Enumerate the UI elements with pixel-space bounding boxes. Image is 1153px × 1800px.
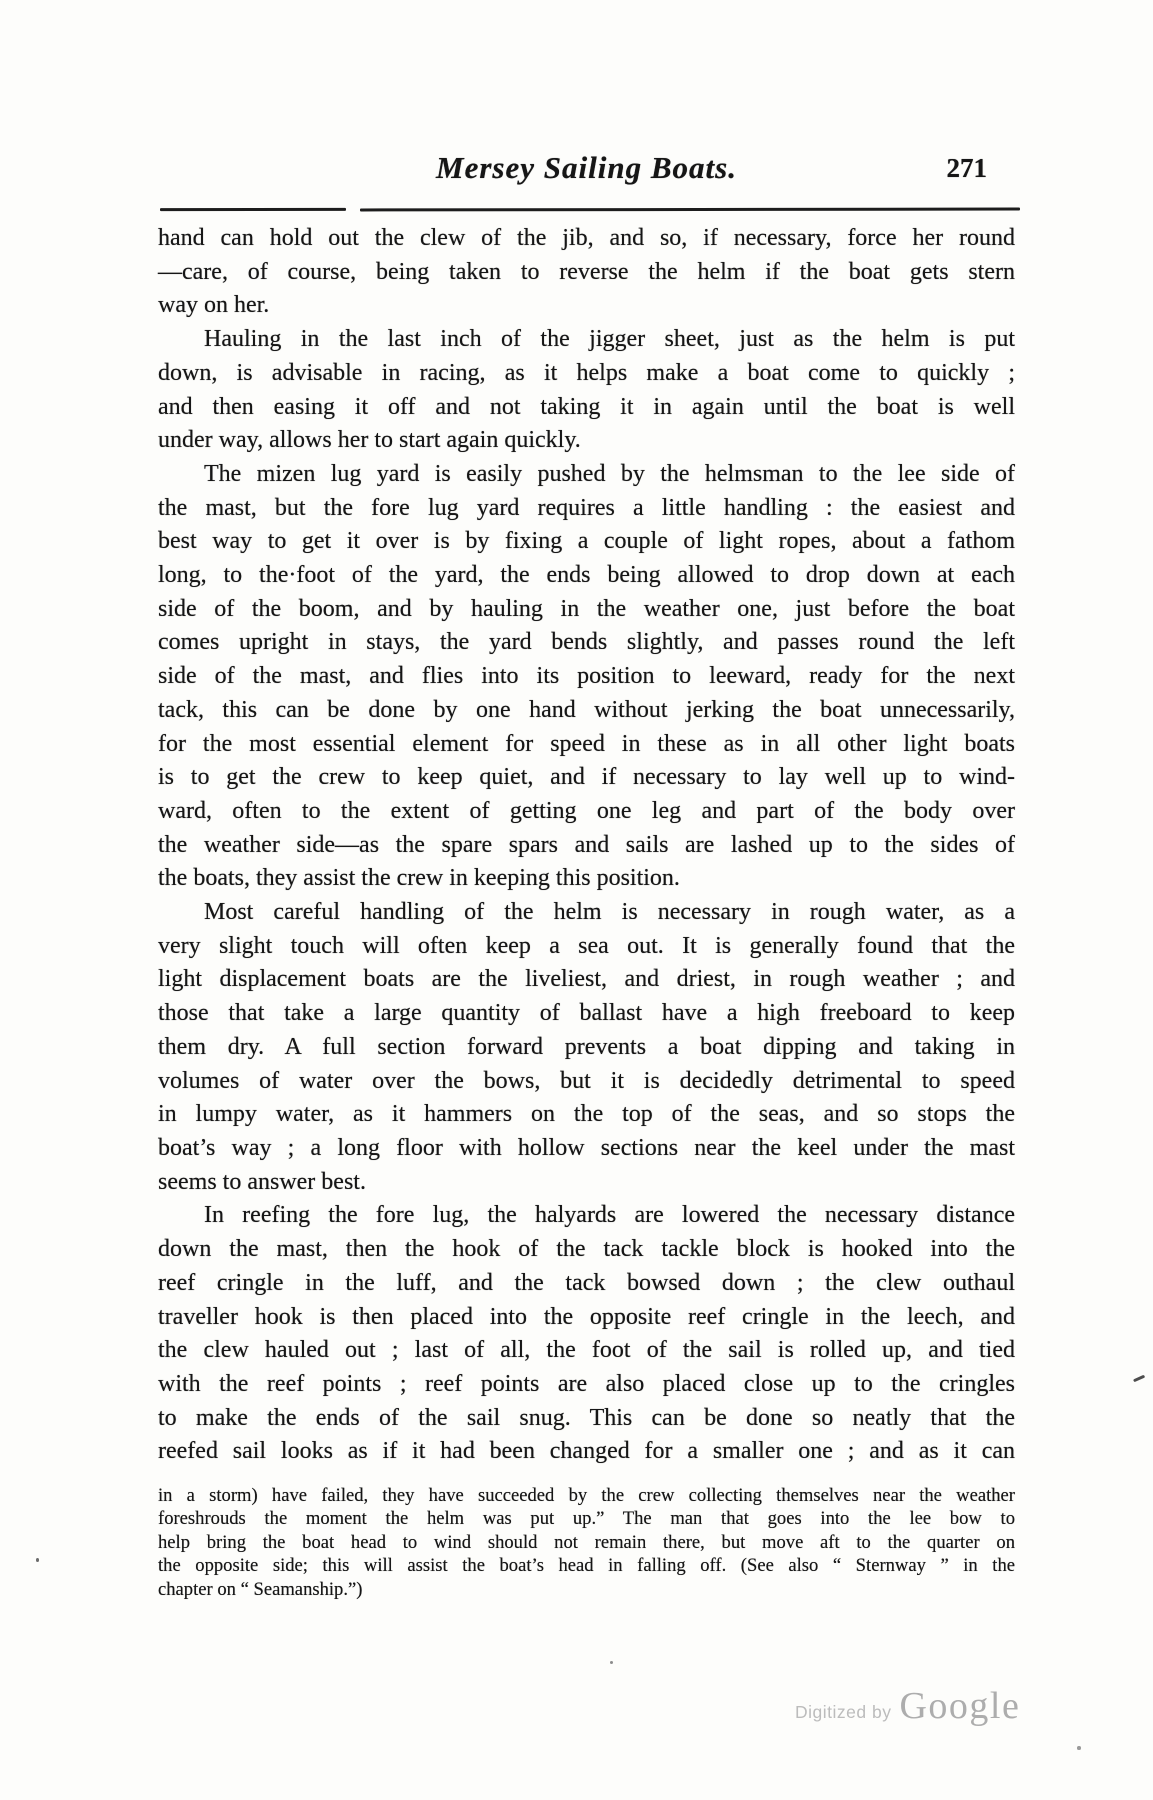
body-text-line: side of the mast, and flies into its position to leeward, ready for the next [158, 663, 1015, 690]
watermark-prefix: Digitized by [795, 1702, 892, 1722]
body-text-line: best way to get it over is by fixing a couple of light ropes, about a fathom [158, 528, 1015, 555]
body-text-line: down the mast, then the hook of the tack tackle block is hooked into the [158, 1236, 1015, 1263]
paragraph [158, 1199, 1015, 1469]
body-text-line: the weather side—as the spare spars and sails are lashed up to the sides of [158, 831, 1015, 858]
body-text-line: to make the ends of the sail snug. This can be done so neatly that the [158, 1404, 1015, 1431]
body-text-line: seems to answer best. [158, 1168, 366, 1195]
body-text-line: Hauling in the last inch of the jigger sheet, just as the helm is put [204, 326, 1015, 353]
body-text-line: those that take a large quantity of ballast have a high freeboard to keep [158, 1000, 1015, 1027]
body-text-line: reef cringle in the luff, and the tack bowsed down ; the clew outhaul [158, 1269, 1015, 1296]
body-text-line: the mast, but the fore lug yard requires a little handling : the easiest and [158, 494, 1015, 521]
scan-artifact-mark [1133, 1375, 1145, 1382]
body-text-line: for the most essential element for speed in these as in all other light boats [158, 730, 1015, 757]
header-rule-segment [360, 208, 1020, 212]
ink-speck [610, 1661, 613, 1664]
body-text-line: ward, often to the extent of getting one leg and part of the body over [158, 797, 1015, 824]
running-title: Mersey Sailing Boats. [436, 150, 737, 185]
body-text-line: and then easing it off and not taking it in again until the boat is well [158, 393, 1015, 420]
body-text-line: The mizen lug yard is easily pushed by the helmsman to the lee side of [204, 460, 1015, 487]
paragraph [158, 323, 1015, 458]
body-text-line: the clew hauled out ; last of all, the foot of the sail is rolled up, and tied [158, 1337, 1015, 1364]
body-text-line: is to get the crew to keep quiet, and if necessary to lay well up to wind- [158, 764, 1015, 791]
body-text-line: traveller hook is then placed into the opposite reef cringle in the leech, and [158, 1303, 1015, 1330]
body-text-line: —care, of course, being taken to reverse the helm if the boat gets stern [158, 258, 1015, 285]
page-number: 271 [946, 153, 987, 183]
body-text-line: long, to the·foot of the yard, the ends being allowed to drop down at each [158, 562, 1015, 589]
paragraph [158, 896, 1015, 1199]
body-text-line: Most careful handling of the helm is necessary in rough water, as a [204, 899, 1015, 926]
footnote-line: the opposite side; this will assist the boat’s head in falling off. (See also “ Sternway ” in the [158, 1555, 1015, 1577]
body-text-line: down, is advisable in racing, as it helps make a boat come to quickly ; [158, 359, 1015, 386]
footnote-line: help bring the boat head to wind should not remain there, but move aft to the quarter on [158, 1531, 1015, 1553]
page-header [158, 150, 1015, 202]
body-text-line: In reefing the fore lug, the halyards are lowered the necessary distance [204, 1202, 1015, 1229]
body-text-line: them dry. A full section forward prevents a boat dipping and taking in [158, 1033, 1015, 1060]
body-text-line: under way, allows her to start again quickly. [158, 427, 581, 454]
header-rule [160, 208, 1020, 211]
body-text-line: reefed sail looks as if it had been changed for a smaller one ; and as it can [158, 1438, 1015, 1465]
body-text-line: comes upright in stays, the yard bends slightly, and passes round the left [158, 629, 1015, 656]
body-text-line: the boats, they assist the crew in keeping this position. [158, 865, 680, 892]
paragraph [158, 458, 1015, 896]
body-text-line: boat’s way ; a long floor with hollow sections near the keel under the mast [158, 1134, 1015, 1161]
ink-speck [1077, 1746, 1081, 1750]
footnote-line: in a storm) have failed, they have succeeded by the crew collecting themselves near the weather [158, 1485, 1015, 1506]
body-text [158, 222, 1015, 1469]
body-text-line: tack, this can be done by one hand without jerking the boat unnecessarily, [158, 696, 1015, 723]
footnote [158, 1484, 1015, 1601]
footnote-line: foreshrouds the moment the helm was put up.” The man that goes into the lee bow to [158, 1508, 1015, 1530]
paragraph [158, 222, 1015, 323]
watermark [795, 1684, 1020, 1728]
body-text-line: way on her. [158, 292, 270, 319]
body-text-line: in lumpy water, as it hammers on the top of the seas, and so stops the [158, 1101, 1015, 1128]
google-logo: Google [899, 1685, 1021, 1727]
body-text-line: with the reef points ; reef points are also placed close up to the cringles [158, 1370, 1015, 1397]
header-rule-segment [160, 208, 346, 211]
ink-speck [36, 1558, 39, 1562]
body-text-line: very slight touch will often keep a sea out. It is generally found that the [158, 932, 1015, 959]
body-text-line: side of the boom, and by hauling in the weather one, just before the boat [158, 595, 1015, 622]
footnote-line: chapter on “ Seamanship.”) [158, 1578, 363, 1600]
body-text-line: light displacement boats are the liveliest, and driest, in rough weather ; and [158, 966, 1015, 993]
body-text-line: volumes of water over the bows, but it is decidedly detrimental to speed [158, 1067, 1015, 1094]
body-text-line: hand can hold out the clew of the jib, and so, if necessary, force her round [158, 225, 1015, 251]
